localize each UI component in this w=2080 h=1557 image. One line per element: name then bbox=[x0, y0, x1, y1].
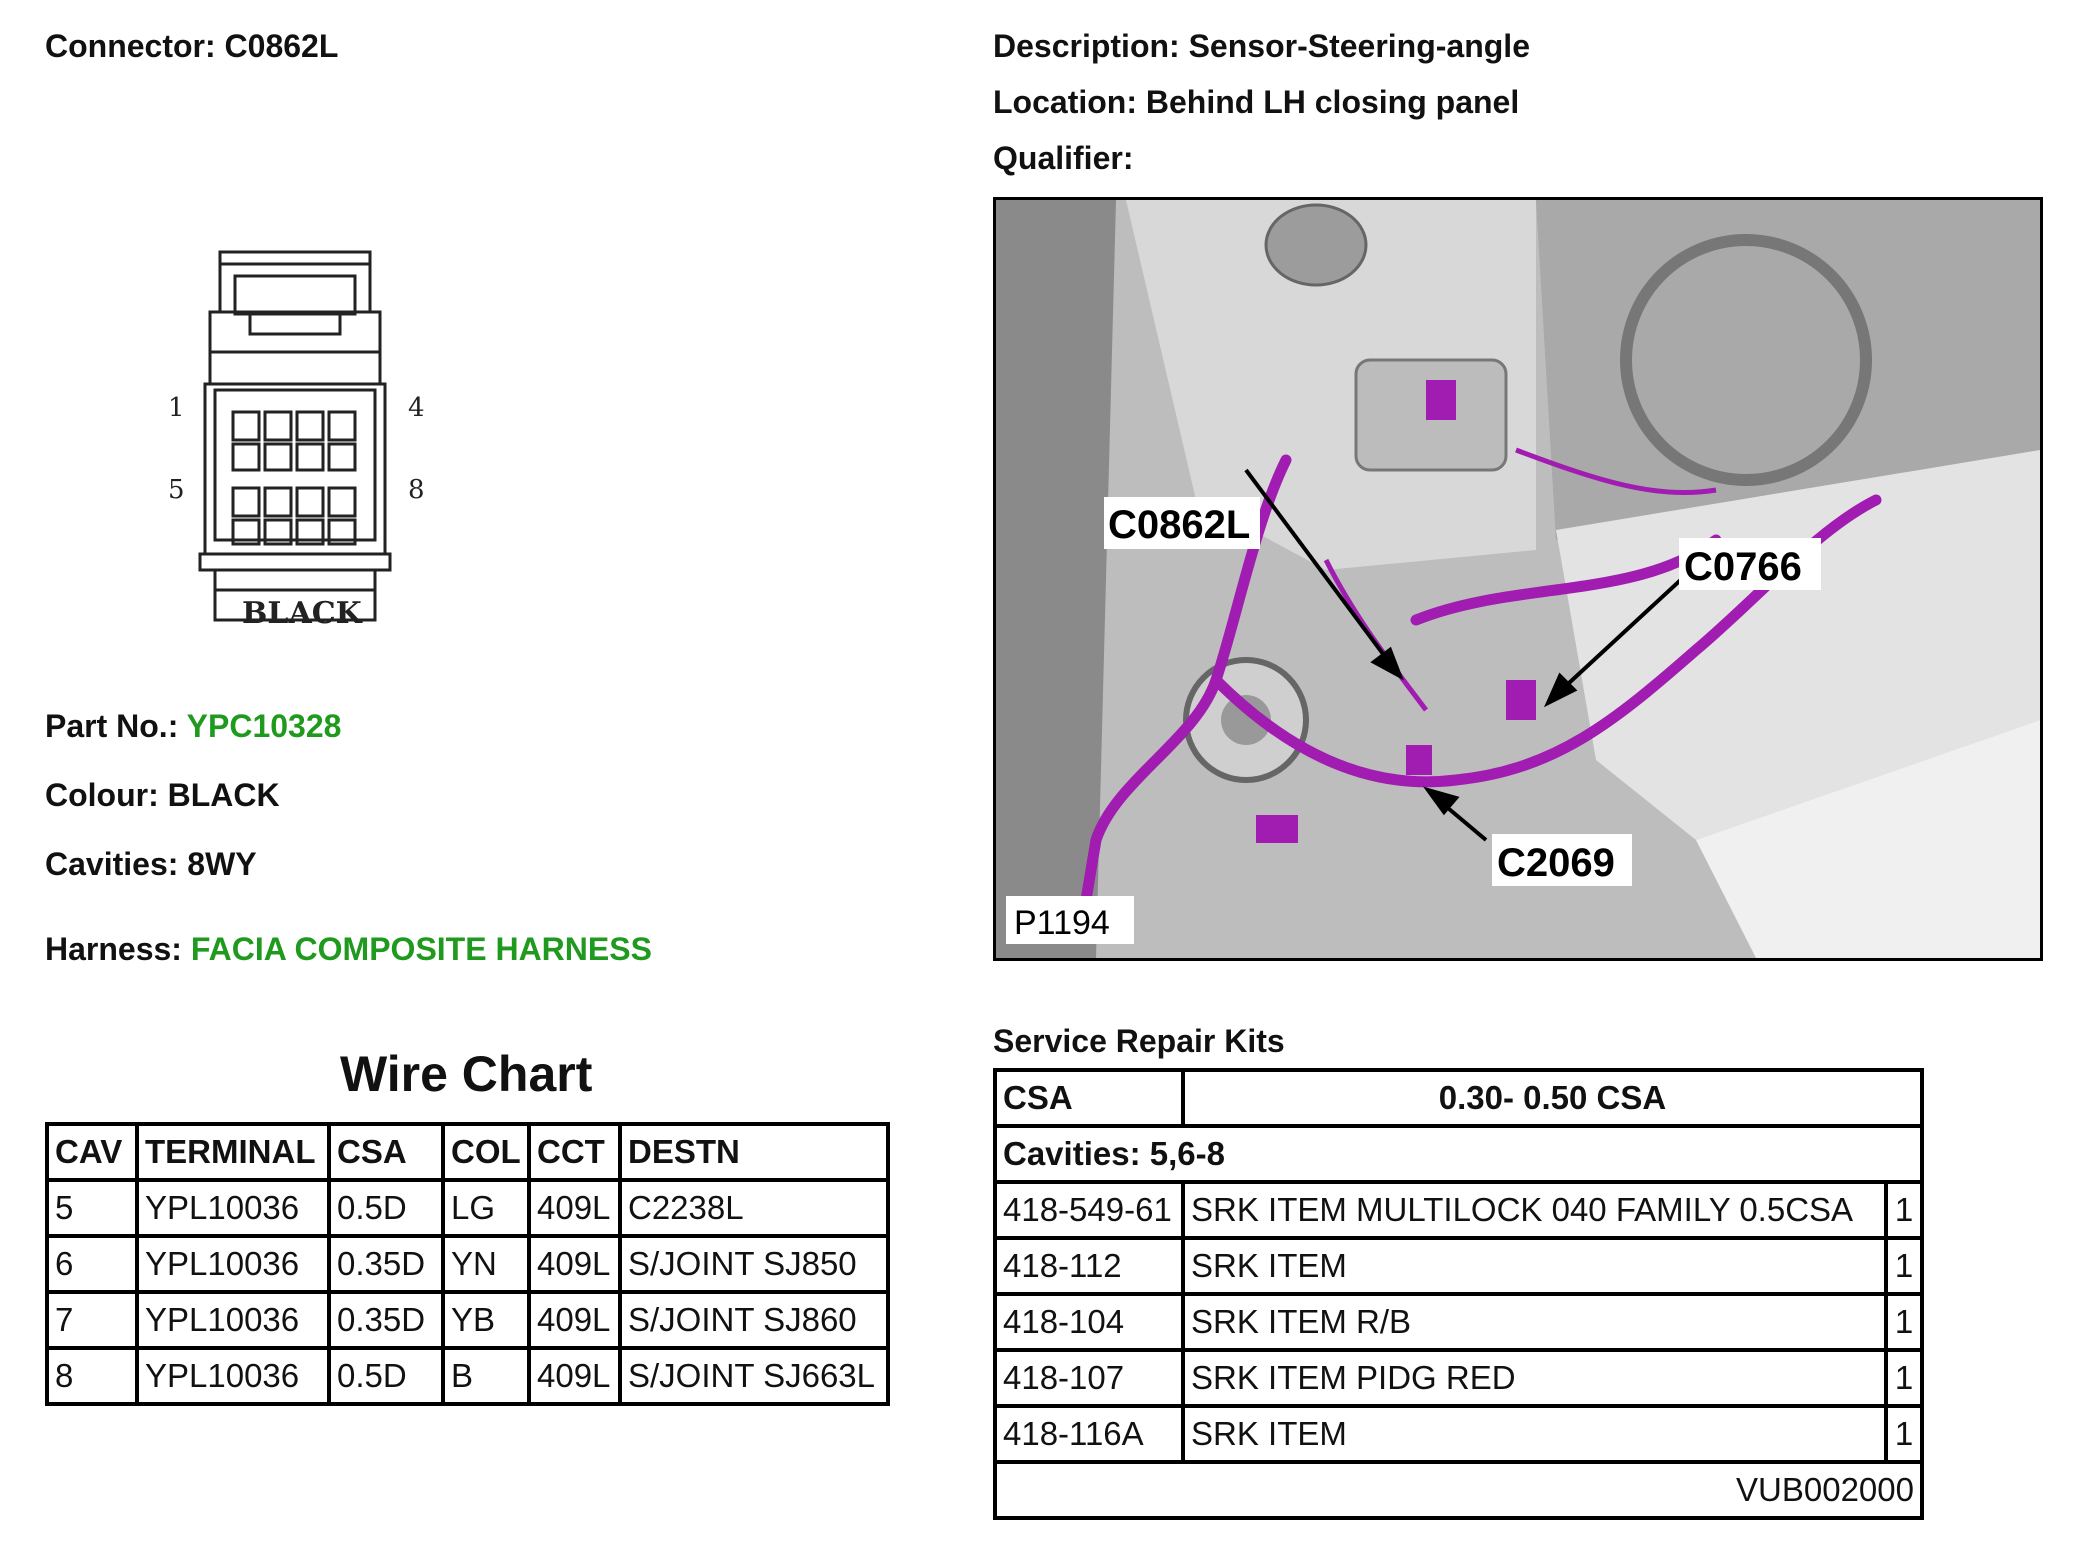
cell-col: YB bbox=[445, 1294, 531, 1350]
wire-chart-header-row bbox=[49, 1126, 886, 1182]
cell-cav: 7 bbox=[49, 1294, 139, 1350]
description-label: Description: bbox=[993, 28, 1180, 64]
cell-csa: 0.5D bbox=[331, 1182, 445, 1238]
part-no-value[interactable]: YPC10328 bbox=[186, 708, 342, 744]
cell-col: B bbox=[445, 1350, 531, 1402]
kit-part-number: 418-116A bbox=[997, 1408, 1185, 1464]
list-item bbox=[997, 1408, 1920, 1464]
table-row bbox=[49, 1238, 886, 1294]
description-field bbox=[993, 28, 1530, 65]
location-value: Behind LH closing panel bbox=[1145, 84, 1520, 120]
csa-value: 0.30- 0.50 CSA bbox=[1185, 1072, 1920, 1128]
list-item bbox=[997, 1184, 1920, 1240]
kit-part-number: 418-112 bbox=[997, 1240, 1185, 1296]
table-row bbox=[49, 1182, 886, 1238]
connector-diagram bbox=[150, 240, 450, 640]
kit-description: SRK ITEM MULTILOCK 040 FAMILY 0.5CSA bbox=[1185, 1184, 1888, 1240]
table-row bbox=[49, 1350, 886, 1402]
column-header-cav: CAV bbox=[49, 1126, 139, 1182]
wire-chart-table bbox=[45, 1122, 890, 1406]
colour-field bbox=[45, 777, 280, 814]
kit-description: SRK ITEM bbox=[1185, 1240, 1888, 1296]
description-value: Sensor-Steering-angle bbox=[1188, 28, 1530, 64]
cell-destn: S/JOINT SJ850 bbox=[622, 1238, 886, 1294]
kit-quantity: 1 bbox=[1888, 1296, 1920, 1352]
kits-cavities-row bbox=[997, 1128, 1920, 1184]
figure-id: P1194 bbox=[1014, 904, 1110, 942]
cell-terminal: YPL10036 bbox=[139, 1294, 331, 1350]
list-item bbox=[997, 1296, 1920, 1352]
cell-terminal: YPL10036 bbox=[139, 1238, 331, 1294]
location-label: Location: bbox=[993, 84, 1137, 120]
harness-label: Harness: bbox=[45, 931, 182, 967]
cell-csa: 0.5D bbox=[331, 1350, 445, 1402]
kits-csa-row bbox=[997, 1072, 1920, 1128]
cell-cct: 409L bbox=[531, 1238, 622, 1294]
csa-label: CSA bbox=[997, 1072, 1185, 1128]
kit-description: SRK ITEM R/B bbox=[1185, 1296, 1888, 1352]
table-row bbox=[49, 1294, 886, 1350]
wire-chart-title: Wire Chart bbox=[340, 1046, 593, 1102]
kits-footer-code: VUB002000 bbox=[1736, 1471, 1914, 1508]
column-header-destn: DESTN bbox=[622, 1126, 886, 1182]
callout-c2069: C2069 bbox=[1497, 841, 1615, 885]
connector-value: C0862L bbox=[224, 28, 339, 64]
cell-terminal: YPL10036 bbox=[139, 1350, 331, 1402]
location-photo bbox=[993, 197, 2043, 961]
cell-destn: S/JOINT SJ663L bbox=[628, 1357, 876, 1394]
kit-part-number: 418-549-61 bbox=[997, 1184, 1185, 1240]
kit-description: SRK ITEM PIDG RED bbox=[1185, 1352, 1888, 1408]
harness-value[interactable]: FACIA COMPOSITE HARNESS bbox=[190, 931, 652, 967]
pin-label-1: 1 bbox=[168, 393, 185, 423]
cell-cav: 8 bbox=[49, 1350, 139, 1402]
callout-c0766: C0766 bbox=[1684, 545, 1802, 589]
list-item bbox=[997, 1352, 1920, 1408]
qualifier-label: Qualifier: bbox=[993, 140, 1134, 176]
kit-description: SRK ITEM bbox=[1185, 1408, 1888, 1464]
harness-field bbox=[45, 931, 652, 968]
kits-cavities: Cavities: 5,6-8 bbox=[997, 1128, 1920, 1184]
kits-footer-row bbox=[997, 1464, 1920, 1516]
cell-terminal: YPL10036 bbox=[139, 1182, 331, 1238]
cavities-field bbox=[45, 846, 257, 883]
column-header-terminal: TERMINAL bbox=[139, 1126, 331, 1182]
connector-label: Connector: bbox=[45, 28, 216, 64]
location-illustration bbox=[996, 200, 2040, 958]
location-field bbox=[993, 84, 1519, 121]
qualifier-field bbox=[993, 140, 1133, 177]
part-no-label: Part No.: bbox=[45, 708, 179, 744]
diagram-colour-label: BLACK bbox=[242, 596, 362, 631]
cell-destn: C2238L bbox=[622, 1182, 886, 1238]
column-header-csa: CSA bbox=[331, 1126, 445, 1182]
repair-kits-table bbox=[993, 1068, 1924, 1520]
part-no-field bbox=[45, 708, 341, 745]
list-item bbox=[997, 1240, 1920, 1296]
pin-label-8: 8 bbox=[408, 475, 425, 505]
cell-cct: 409L bbox=[531, 1294, 622, 1350]
kit-quantity: 1 bbox=[1888, 1240, 1920, 1296]
column-header-cct: CCT bbox=[531, 1126, 622, 1182]
kit-quantity: 1 bbox=[1888, 1408, 1920, 1464]
cell-csa: 0.35D bbox=[331, 1238, 445, 1294]
colour-value: BLACK bbox=[167, 777, 280, 813]
kit-quantity: 1 bbox=[1888, 1184, 1920, 1240]
column-header-col: COL bbox=[445, 1126, 531, 1182]
connector-face-drawing bbox=[150, 240, 450, 640]
cell-cav: 5 bbox=[49, 1182, 139, 1238]
cell-csa: 0.35D bbox=[331, 1294, 445, 1350]
cell-col: LG bbox=[445, 1182, 531, 1238]
colour-label: Colour: bbox=[45, 777, 159, 813]
callout-c0862l: C0862L bbox=[1108, 503, 1251, 547]
repair-kits-title: Service Repair Kits bbox=[993, 1023, 1285, 1059]
pin-label-4: 4 bbox=[408, 393, 425, 423]
cavities-label: Cavities: bbox=[45, 846, 179, 882]
cell-cct: 409L bbox=[531, 1350, 622, 1402]
cell-cct: 409L bbox=[531, 1182, 622, 1238]
connector-field bbox=[45, 28, 338, 65]
kit-part-number: 418-107 bbox=[997, 1352, 1185, 1408]
kit-part-number: 418-104 bbox=[997, 1296, 1185, 1352]
cell-col: YN bbox=[445, 1238, 531, 1294]
cell-destn: S/JOINT SJ860 bbox=[622, 1294, 886, 1350]
cavities-value: 8WY bbox=[187, 846, 257, 882]
kit-quantity: 1 bbox=[1888, 1352, 1920, 1408]
pin-label-5: 5 bbox=[168, 475, 185, 505]
cell-cav: 6 bbox=[49, 1238, 139, 1294]
